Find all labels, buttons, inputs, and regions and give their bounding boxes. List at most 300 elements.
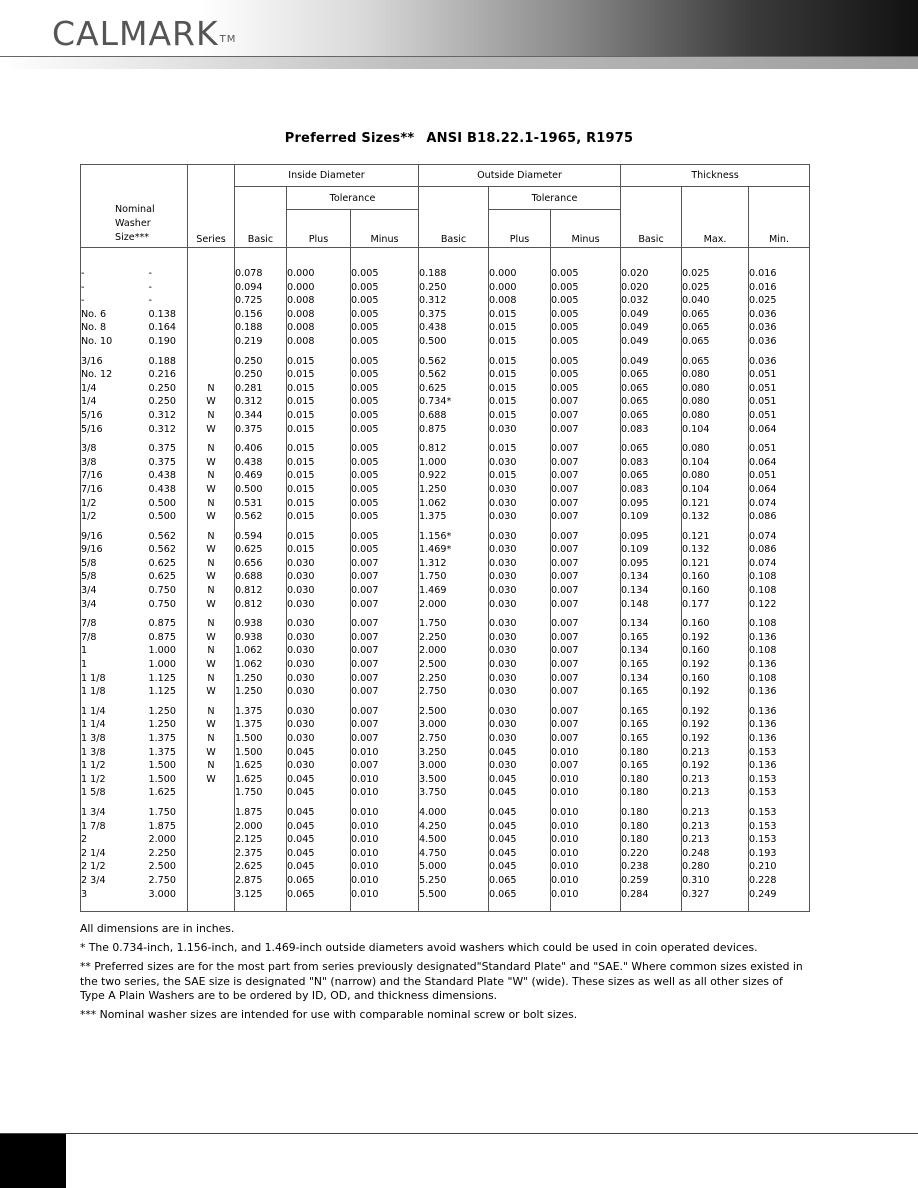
id-plus-cell: 0.030: [287, 570, 351, 584]
od-minus-cell: 0.007: [551, 395, 621, 409]
thickness-basic-cell: 0.165: [621, 685, 682, 699]
thickness-min-cell: 0.051: [749, 395, 810, 409]
thickness-basic-cell: 0.238: [621, 860, 682, 874]
od-minus-cell: 0.007: [551, 423, 621, 437]
id-basic-cell: 0.562: [235, 510, 287, 524]
od-minus-cell: 0.007: [551, 732, 621, 746]
nominal-size-cell: 1/2: [81, 510, 149, 524]
nominal-decimal-cell: 0.138: [148, 308, 176, 320]
table-row: [81, 442, 810, 456]
od-basic-cell: 5.250: [419, 874, 489, 888]
od-minus-cell: 0.007: [551, 469, 621, 483]
id-plus-cell: 0.030: [287, 644, 351, 658]
id-plus-cell: 0.015: [287, 483, 351, 497]
series-cell: N: [188, 530, 235, 544]
spacer-row: [81, 901, 810, 912]
od-plus-cell: 0.015: [489, 382, 551, 396]
nominal-decimal-cell: 0.750: [148, 585, 176, 597]
id-minus-cell: 0.010: [351, 746, 419, 760]
thickness-min-cell: 0.136: [749, 705, 810, 719]
thickness-min-cell: 0.051: [749, 469, 810, 483]
od-plus-cell: 0.015: [489, 368, 551, 382]
title-standard: ANSI B18.22.1-1965, R1975: [426, 131, 634, 146]
id-basic-cell: 0.812: [235, 584, 287, 598]
nominal-size-cell: 9/16: [81, 543, 149, 557]
id-plus-cell: 0.015: [287, 423, 351, 437]
id-plus-cell: 0.030: [287, 672, 351, 686]
od-basic-cell: 3.250: [419, 746, 489, 760]
od-basic-header: Basic: [419, 187, 489, 248]
od-minus-cell: 0.007: [551, 685, 621, 699]
table-row: [81, 469, 810, 483]
nominal-size-cell: No. 8: [81, 321, 149, 335]
nominal-decimal-cell: 1.500: [148, 760, 176, 772]
thickness-basic-cell: 0.165: [621, 718, 682, 732]
series-cell: N: [188, 469, 235, 483]
od-basic-cell: 1.062: [419, 497, 489, 511]
id-minus-cell: 0.005: [351, 368, 419, 382]
table-row: [81, 705, 810, 719]
table-row: [81, 874, 810, 888]
table-row: [81, 584, 810, 598]
thickness-max-cell: 0.280: [682, 860, 749, 874]
od-minus-cell: 0.010: [551, 874, 621, 888]
id-plus-cell: 0.030: [287, 732, 351, 746]
thickness-basic-cell: 0.065: [621, 395, 682, 409]
nominal-size-cell: 3/4: [81, 598, 149, 612]
id-minus-cell: 0.005: [351, 543, 419, 557]
thickness-basic-cell: 0.049: [621, 335, 682, 349]
thickness-basic-cell: 0.148: [621, 598, 682, 612]
table-row: [81, 746, 810, 760]
series-cell: [188, 321, 235, 335]
id-basic-cell: 1.875: [235, 806, 287, 820]
nominal-size-label-line: Washer: [115, 218, 151, 229]
thickness-min-cell: 0.036: [749, 335, 810, 349]
id-plus-cell: 0.065: [287, 874, 351, 888]
footnotes: [80, 922, 810, 1027]
id-plus-cell: 0.065: [287, 888, 351, 902]
nominal-size-cell: 1/2: [81, 497, 149, 511]
id-basic-cell: 1.375: [235, 705, 287, 719]
od-basic-cell: 2.000: [419, 598, 489, 612]
thickness-basic-cell: 0.180: [621, 746, 682, 760]
od-plus-cell: 0.030: [489, 557, 551, 571]
nominal-decimal-cell: 1.875: [148, 820, 176, 832]
od-minus-cell: 0.010: [551, 806, 621, 820]
id-plus-cell: 0.015: [287, 382, 351, 396]
od-plus-cell: 0.030: [489, 718, 551, 732]
thickness-max-cell: 0.192: [682, 631, 749, 645]
brand-logo: [52, 14, 235, 54]
od-minus-cell: 0.007: [551, 442, 621, 456]
thickness-min-cell: 0.036: [749, 321, 810, 335]
table-row: [81, 631, 810, 645]
thickness-basic-cell: 0.165: [621, 732, 682, 746]
od-plus-cell: 0.015: [489, 409, 551, 423]
nominal-decimal-cell: 0.625: [148, 571, 176, 583]
thickness-max-cell: 0.192: [682, 718, 749, 732]
thickness-max-cell: 0.213: [682, 773, 749, 787]
od-plus-cell: 0.030: [489, 705, 551, 719]
od-minus-cell: 0.007: [551, 483, 621, 497]
thickness-min-cell: 0.153: [749, 806, 810, 820]
od-basic-cell: 0.734*: [419, 395, 489, 409]
table-row: [81, 685, 810, 699]
id-minus-cell: 0.007: [351, 584, 419, 598]
table-row: [81, 281, 810, 295]
od-plus-cell: 0.008: [489, 294, 551, 308]
nominal-decimal-cell: -: [148, 268, 152, 279]
table-row: [81, 294, 810, 308]
thickness-basic-cell: 0.020: [621, 281, 682, 295]
od-tolerance-header: Tolerance: [489, 187, 621, 210]
thickness-max-cell: 0.080: [682, 395, 749, 409]
od-plus-cell: 0.030: [489, 584, 551, 598]
od-basic-cell: 3.500: [419, 773, 489, 787]
nominal-size-cell: 7/8: [81, 631, 149, 645]
id-plus-cell: 0.008: [287, 308, 351, 322]
nominal-size-cell: 1 1/8: [81, 685, 149, 699]
id-minus-cell: 0.005: [351, 510, 419, 524]
nominal-decimal-cell: 0.562: [148, 544, 176, 556]
thickness-min-cell: 0.086: [749, 510, 810, 524]
nominal-decimal-cell: 0.216: [148, 369, 176, 381]
trademark-mark: TM: [219, 34, 237, 45]
thickness-basic-cell: 0.180: [621, 773, 682, 787]
od-plus-cell: 0.030: [489, 658, 551, 672]
id-plus-cell: 0.045: [287, 746, 351, 760]
id-minus-cell: 0.005: [351, 294, 419, 308]
table-row: [81, 833, 810, 847]
thickness-min-cell: 0.193: [749, 847, 810, 861]
series-cell: W: [188, 423, 235, 437]
thickness-basic-cell: 0.083: [621, 456, 682, 470]
thickness-min-cell: 0.136: [749, 685, 810, 699]
spacer-row: [81, 248, 810, 268]
nominal-decimal-cell: 0.188: [148, 355, 176, 367]
id-minus-cell: 0.005: [351, 308, 419, 322]
id-basic-cell: 3.125: [235, 888, 287, 902]
thickness-min-cell: 0.136: [749, 631, 810, 645]
od-basic-cell: 0.812: [419, 442, 489, 456]
id-minus-cell: 0.007: [351, 718, 419, 732]
id-plus-cell: 0.045: [287, 833, 351, 847]
thickness-basic-cell: 0.134: [621, 570, 682, 584]
od-basic-cell: 0.625: [419, 382, 489, 396]
id-basic-cell: 0.938: [235, 617, 287, 631]
thickness-min-cell: 0.249: [749, 888, 810, 902]
thickness-basic-cell: 0.083: [621, 483, 682, 497]
id-minus-cell: 0.005: [351, 321, 419, 335]
nominal-size-cell: 2 3/4: [81, 874, 149, 888]
id-basic-cell: 0.688: [235, 570, 287, 584]
nominal-size-cell: No. 10: [81, 335, 149, 349]
series-cell: N: [188, 759, 235, 773]
nominal-decimal-cell: 0.875: [148, 631, 176, 643]
id-basic-cell: 1.500: [235, 732, 287, 746]
id-basic-cell: 0.625: [235, 543, 287, 557]
table-row: [81, 483, 810, 497]
series-cell: W: [188, 456, 235, 470]
table-row: [81, 786, 810, 800]
od-plus-cell: 0.045: [489, 860, 551, 874]
nominal-size-cell: 3/8: [81, 456, 149, 470]
od-plus-cell: 0.030: [489, 598, 551, 612]
thickness-max-cell: 0.192: [682, 705, 749, 719]
nominal-decimal-cell: 2.500: [148, 861, 176, 873]
od-plus-cell: 0.045: [489, 786, 551, 800]
nominal-size-cell: 3/4: [81, 584, 149, 598]
id-minus-cell: 0.005: [351, 355, 419, 369]
thickness-min-cell: 0.153: [749, 773, 810, 787]
id-basic-cell: 0.156: [235, 308, 287, 322]
od-plus-cell: 0.065: [489, 874, 551, 888]
thickness-min-cell: 0.108: [749, 672, 810, 686]
thickness-basic-cell: 0.284: [621, 888, 682, 902]
id-minus-cell: 0.007: [351, 617, 419, 631]
table-row: [81, 557, 810, 571]
series-cell: W: [188, 773, 235, 787]
thickness-min-cell: 0.016: [749, 281, 810, 295]
od-basic-cell: 1.156*: [419, 530, 489, 544]
nominal-size-cell: 2 1/2: [81, 860, 149, 874]
od-plus-cell: 0.045: [489, 847, 551, 861]
thickness-min-cell: 0.036: [749, 308, 810, 322]
thickness-basic-cell: 0.259: [621, 874, 682, 888]
nominal-decimal-cell: 0.312: [148, 409, 176, 421]
id-plus-cell: 0.015: [287, 368, 351, 382]
thickness-max-cell: 0.065: [682, 335, 749, 349]
nominal-size-cell: 7/16: [81, 483, 149, 497]
thickness-max-cell: 0.121: [682, 530, 749, 544]
nominal-size-cell: 1/4: [81, 382, 149, 396]
table-row: [81, 308, 810, 322]
thickness-max-cell: 0.160: [682, 570, 749, 584]
nominal-size-cell: 3/16: [81, 355, 149, 369]
od-minus-cell: 0.010: [551, 820, 621, 834]
series-cell: W: [188, 510, 235, 524]
thickness-basic-cell: 0.065: [621, 382, 682, 396]
thickness-max-cell: 0.213: [682, 806, 749, 820]
thickness-basic-cell: 0.095: [621, 557, 682, 571]
series-cell: W: [188, 598, 235, 612]
nominal-decimal-cell: 0.190: [148, 335, 176, 347]
thickness-min-cell: 0.153: [749, 746, 810, 760]
thickness-max-cell: 0.065: [682, 321, 749, 335]
id-basic-cell: 1.500: [235, 746, 287, 760]
nominal-decimal-cell: 0.312: [148, 423, 176, 435]
id-minus-header: Minus: [351, 210, 419, 248]
series-cell: [188, 267, 235, 281]
od-plus-cell: 0.045: [489, 746, 551, 760]
id-basic-cell: 0.406: [235, 442, 287, 456]
id-basic-cell: 1.250: [235, 685, 287, 699]
id-basic-cell: 0.219: [235, 335, 287, 349]
thickness-max-cell: 0.192: [682, 658, 749, 672]
table-row: [81, 456, 810, 470]
id-basic-cell: 2.375: [235, 847, 287, 861]
thickness-basic-cell: 0.065: [621, 368, 682, 382]
od-plus-cell: 0.030: [489, 759, 551, 773]
thickness-basic-cell: 0.180: [621, 786, 682, 800]
table-row: [81, 267, 810, 281]
od-basic-cell: 0.922: [419, 469, 489, 483]
thickness-max-cell: 0.213: [682, 746, 749, 760]
od-minus-cell: 0.007: [551, 584, 621, 598]
note-coin-devices: * The 0.734-inch, 1.156-inch, and 1.469-inch outside diameters avoid washers which could be used in coin operated devices.: [80, 941, 758, 954]
table-row: [81, 497, 810, 511]
id-plus-cell: 0.000: [287, 281, 351, 295]
od-plus-cell: 0.015: [489, 442, 551, 456]
od-minus-cell: 0.007: [551, 718, 621, 732]
id-plus-cell: 0.015: [287, 409, 351, 423]
nominal-decimal-cell: 0.375: [148, 456, 176, 468]
table-row: [81, 395, 810, 409]
od-minus-cell: 0.007: [551, 557, 621, 571]
od-plus-cell: 0.030: [489, 685, 551, 699]
id-minus-cell: 0.010: [351, 888, 419, 902]
id-plus-cell: 0.030: [287, 598, 351, 612]
thickness-max-cell: 0.025: [682, 281, 749, 295]
nominal-size-cell: 1 1/2: [81, 773, 149, 787]
table-row: [81, 530, 810, 544]
nominal-size-cell: -: [81, 281, 149, 295]
nominal-decimal-cell: 2.000: [148, 834, 176, 846]
od-plus-cell: 0.030: [489, 732, 551, 746]
washer-size-table: [80, 164, 810, 912]
od-minus-cell: 0.005: [551, 294, 621, 308]
table-body: [81, 248, 810, 912]
nominal-size-cell: 5/16: [81, 423, 149, 437]
series-cell: N: [188, 644, 235, 658]
thickness-max-cell: 0.080: [682, 469, 749, 483]
id-basic-cell: 0.469: [235, 469, 287, 483]
thickness-min-cell: 0.108: [749, 617, 810, 631]
series-cell: N: [188, 617, 235, 631]
od-minus-cell: 0.005: [551, 281, 621, 295]
series-cell: [188, 806, 235, 820]
series-cell: N: [188, 442, 235, 456]
od-minus-cell: 0.007: [551, 617, 621, 631]
thickness-min-cell: 0.051: [749, 368, 810, 382]
thickness-basic-cell: 0.134: [621, 584, 682, 598]
od-minus-header: Minus: [551, 210, 621, 248]
title-main: Preferred Sizes**: [284, 131, 415, 146]
thickness-max-cell: 0.192: [682, 685, 749, 699]
od-basic-cell: 3.750: [419, 786, 489, 800]
thickness-min-cell: 0.016: [749, 267, 810, 281]
od-basic-cell: 4.250: [419, 820, 489, 834]
series-cell: [188, 820, 235, 834]
thickness-min-cell: 0.074: [749, 557, 810, 571]
nominal-decimal-cell: 0.438: [148, 483, 176, 495]
id-minus-cell: 0.007: [351, 631, 419, 645]
id-basic-cell: 2.625: [235, 860, 287, 874]
id-basic-cell: 0.594: [235, 530, 287, 544]
thickness-basic-cell: 0.180: [621, 833, 682, 847]
thickness-min-cell: 0.108: [749, 644, 810, 658]
nominal-size-cell: No. 6: [81, 308, 149, 322]
od-plus-cell: 0.045: [489, 773, 551, 787]
thickness-basic-cell: 0.020: [621, 267, 682, 281]
id-plus-cell: 0.000: [287, 267, 351, 281]
thickness-max-cell: 0.192: [682, 759, 749, 773]
thickness-basic-cell: 0.165: [621, 631, 682, 645]
od-basic-cell: 0.250: [419, 281, 489, 295]
id-basic-cell: 0.281: [235, 382, 287, 396]
table-row: [81, 732, 810, 746]
id-plus-cell: 0.008: [287, 335, 351, 349]
thickness-min-cell: 0.153: [749, 820, 810, 834]
id-basic-cell: 1.250: [235, 672, 287, 686]
thickness-min-cell: 0.064: [749, 423, 810, 437]
nominal-size-cell: No. 12: [81, 368, 149, 382]
nominal-decimal-cell: 0.500: [148, 511, 176, 523]
od-basic-cell: 0.500: [419, 335, 489, 349]
thickness-basic-cell: 0.049: [621, 355, 682, 369]
id-basic-cell: 2.000: [235, 820, 287, 834]
od-basic-cell: 2.500: [419, 705, 489, 719]
od-plus-cell: 0.030: [489, 570, 551, 584]
id-minus-cell: 0.007: [351, 685, 419, 699]
nominal-size-cell: 5/8: [81, 570, 149, 584]
id-basic-cell: 0.438: [235, 456, 287, 470]
thickness-min-cell: 0.051: [749, 382, 810, 396]
id-basic-header: Basic: [235, 187, 287, 248]
od-minus-cell: 0.005: [551, 368, 621, 382]
od-minus-cell: 0.005: [551, 267, 621, 281]
od-basic-cell: 2.750: [419, 685, 489, 699]
id-basic-cell: 1.375: [235, 718, 287, 732]
nominal-size-cell: 7/8: [81, 617, 149, 631]
thickness-min-cell: 0.064: [749, 483, 810, 497]
series-cell: [188, 860, 235, 874]
thickness-min-cell: 0.074: [749, 530, 810, 544]
series-cell: W: [188, 718, 235, 732]
od-basic-cell: 2.000: [419, 644, 489, 658]
thickness-max-cell: 0.310: [682, 874, 749, 888]
thickness-max-cell: 0.160: [682, 672, 749, 686]
series-cell: N: [188, 672, 235, 686]
thickness-min-cell: 0.210: [749, 860, 810, 874]
thickness-header: Thickness: [621, 165, 810, 187]
thickness-basic-cell: 0.095: [621, 497, 682, 511]
id-minus-cell: 0.007: [351, 705, 419, 719]
nominal-decimal-cell: -: [148, 295, 152, 307]
id-minus-cell: 0.005: [351, 335, 419, 349]
od-basic-cell: 4.750: [419, 847, 489, 861]
series-cell: N: [188, 409, 235, 423]
series-cell: [188, 294, 235, 308]
od-plus-cell: 0.000: [489, 281, 551, 295]
id-plus-cell: 0.030: [287, 658, 351, 672]
table-row: [81, 644, 810, 658]
id-plus-cell: 0.045: [287, 847, 351, 861]
id-minus-cell: 0.007: [351, 672, 419, 686]
thickness-basic-cell: 0.109: [621, 510, 682, 524]
od-minus-cell: 0.005: [551, 321, 621, 335]
nominal-size-header: [81, 165, 188, 248]
id-plus-cell: 0.008: [287, 294, 351, 308]
nominal-decimal-cell: 0.500: [148, 497, 176, 509]
nominal-decimal-cell: 1.250: [148, 705, 176, 717]
table-row: [81, 820, 810, 834]
id-plus-cell: 0.015: [287, 510, 351, 524]
footer-rule: [0, 1133, 918, 1134]
nominal-decimal-cell: 0.164: [148, 322, 176, 334]
id-basic-cell: 1.062: [235, 658, 287, 672]
